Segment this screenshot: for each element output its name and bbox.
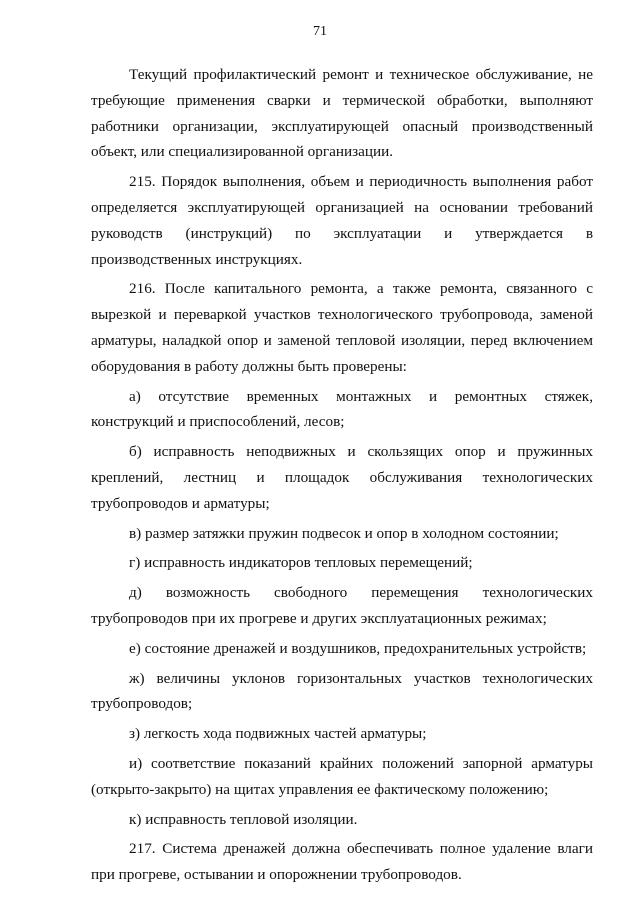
paragraph-maintenance: Текущий профилактический ремонт и техническое обслуживание, не требующие применения сварки и термической обработки, выполняют работники организации, эксплуатирующей опасный производственный объект, или специализированной организации. bbox=[91, 66, 593, 161]
list-item-a: а) отсутствие временных монтажных и ремонтных стяжек, конструкций и приспособлений, лесов; bbox=[91, 387, 593, 431]
paragraph-216: 216. После капитального ремонта, а также ремонта, связанного с вырезкой и переваркой участков технологического трубопровода, заменой арматуры, наладкой опор и заменой тепловой изоляции, перед включением оборудования в работу должны быть проверены: bbox=[91, 280, 593, 375]
list-item-e: е) состояние дренажей и воздушников, предохранительных устройств; bbox=[129, 639, 587, 657]
list-item-i: и) соответствие показаний крайних положений запорной арматуры (открыто-закрыто) на щитах управления ее фактическому положению; bbox=[91, 754, 593, 798]
list-item-zh: ж) величины уклонов горизонтальных участков технологических трубопроводов; bbox=[91, 669, 593, 713]
list-item-v: в) размер затяжки пружин подвесок и опор в холодном состоянии; bbox=[129, 524, 559, 542]
list-item-g: г) исправность индикаторов тепловых перемещений; bbox=[129, 554, 473, 572]
list-item-d: д) возможность свободного перемещения технологических трубопроводов при их прогреве и других эксплуатационных режимах; bbox=[91, 584, 593, 627]
page-number: 71 bbox=[313, 24, 327, 39]
list-item-z: з) легкость хода подвижных частей арматуры; bbox=[129, 725, 427, 743]
list-item-b: б) исправность неподвижных и скользящих опор и пружинных креплений, лестниц и площадок обслуживания технологических трубопроводов и арматуры; bbox=[91, 443, 593, 512]
document-body bbox=[91, 62, 593, 892]
list-item-k: к) исправность тепловой изоляции. bbox=[129, 810, 358, 828]
paragraph-215: 215. Порядок выполнения, объем и периодичность выполнения работ определяется эксплуатирующей организацией на основании требований руководств (инструкций) по эксплуатации и утверждается в производственных инструкциях. bbox=[91, 173, 593, 268]
paragraph-217: 217. Система дренажей должна обеспечивать полное удаление влаги при прогреве, остывании и опорожнении трубопроводов. bbox=[91, 840, 593, 884]
